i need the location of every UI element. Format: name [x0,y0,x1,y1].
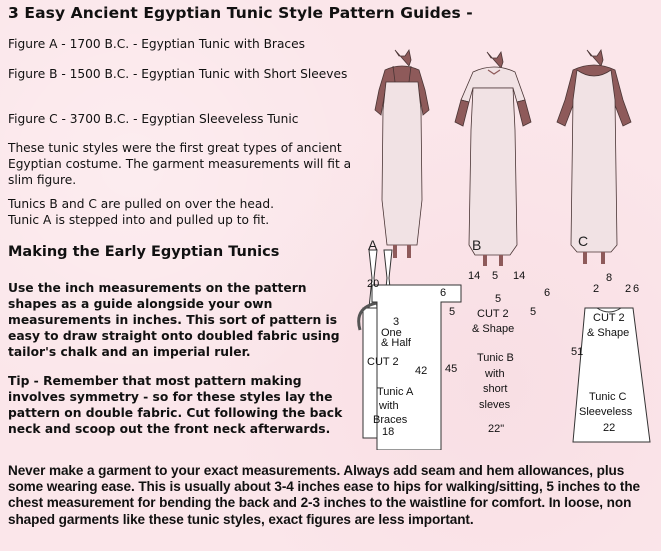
tunic-illustrations [355,30,661,450]
pattern-b-sleeve-left: 6 [440,287,447,299]
pattern-b-shoulder-left: 14 [468,270,481,282]
pattern-c-name-2: Sleeveless [579,406,633,418]
figure-b-drawing [455,52,531,266]
pulling-paragraph-line1: Tunics B and C are pulled on over the head. [8,197,274,211]
figure-a-caption: Figure A - 1700 B.C. - Egyptian Tunic with Braces [8,37,305,51]
pattern-b-bottom-width: 22" [488,423,505,435]
pattern-b-cut-note-1: CUT 2 [477,308,509,320]
figure-letter-a: A [368,237,378,253]
pattern-a-name-2: with [379,400,399,412]
page-title: 3 Easy Ancient Egyptian Tunic Style Pattern Guides - [8,4,473,22]
pattern-b-neck-depth: 5 [495,293,502,305]
intro-paragraph: These tunic styles were the first great types of ancient Egyptian costume. The garment measurements will fit a slim figure. [8,141,352,187]
pattern-c-bottom-width: 22 [603,422,616,434]
pattern-b-name-1: Tunic B [477,352,514,364]
pattern-c-armhole: 6 [633,283,640,295]
figure-letter-c: C [578,233,589,249]
figure-b-caption: Figure B - 1500 B.C. - Egyptian Tunic with Short Sleeves [8,67,348,81]
pattern-c-cut-note-2: & Shape [587,327,630,339]
pattern-c-shoulder-right: 2 [625,283,632,295]
pattern-b-underarm-left: 5 [449,306,456,318]
pattern-a-fold-note-1: One [381,327,402,339]
pattern-b-neck-width: 5 [492,270,499,282]
pattern-b-cut-note-2: & Shape [472,323,515,335]
figure-c-drawing [557,50,631,264]
measurement-paragraph: Use the inch measurements on the pattern shapes as a guide alongside your own measurements in inches. This sort of pattern is easy to draw straight onto doubled fabric using tailor's chalk and an imperial ruler. [8,281,340,359]
pattern-a-length: 42 [415,365,428,377]
pattern-b-sleeve-right: 6 [544,287,551,299]
pattern-a-fold-note-2: & Half [381,337,411,349]
pattern-c-neck-width: 8 [606,272,613,284]
pattern-b-name-3: short [483,383,508,395]
figure-a-drawing [375,50,429,258]
pattern-a-top-width: 3 [393,316,400,328]
pattern-b-name-4: sleves [479,399,511,411]
tip-paragraph: Tip - Remember that most pattern making involves symmetry - so for these styles lay the pattern on double fabric. Cut following the back neck and scoop out the front neck afterwards. [8,374,343,436]
pattern-b-name-2: with [485,368,505,380]
pattern-a-cut-note: CUT 2 [367,356,399,368]
pattern-a-brace-length: 20 [367,278,380,290]
section-heading: Making the Early Egyptian Tunics [8,244,280,260]
pattern-b-shoulder-right: 14 [513,270,526,282]
pattern-a-name-3: Braces [373,414,408,426]
pattern-c-name-1: Tunic C [589,391,627,403]
pattern-b-length: 45 [445,363,458,375]
pattern-c-length: 51 [571,346,584,358]
pattern-b-underarm-right: 5 [530,306,537,318]
ease-paragraph: Never make a garment to your exact measurements. Always add seam and hem allowances, plus some wearing ease. This is usually about 3-4 inches ease to hips for walking/sitting, 5 inches to the chest measurement for bending the back and 2-3 inches to the waistline for comfort. In loose, non shaped garments like these tunic styles, exact figures are less important. [8,463,640,527]
figure-c-caption: Figure C - 3700 B.C. - Egyptian Sleeveless Tunic [8,112,299,126]
figure-letter-b: B [472,237,482,253]
pattern-c-cut-note-1: CUT 2 [593,312,625,324]
pattern-a-bottom-width: 18 [382,426,395,438]
pattern-a-name-1: Tunic A [377,386,414,398]
pulling-paragraph-line2: Tunic A is stepped into and pulled up to fit. [8,213,270,227]
pattern-c-shoulder-left: 2 [593,283,600,295]
